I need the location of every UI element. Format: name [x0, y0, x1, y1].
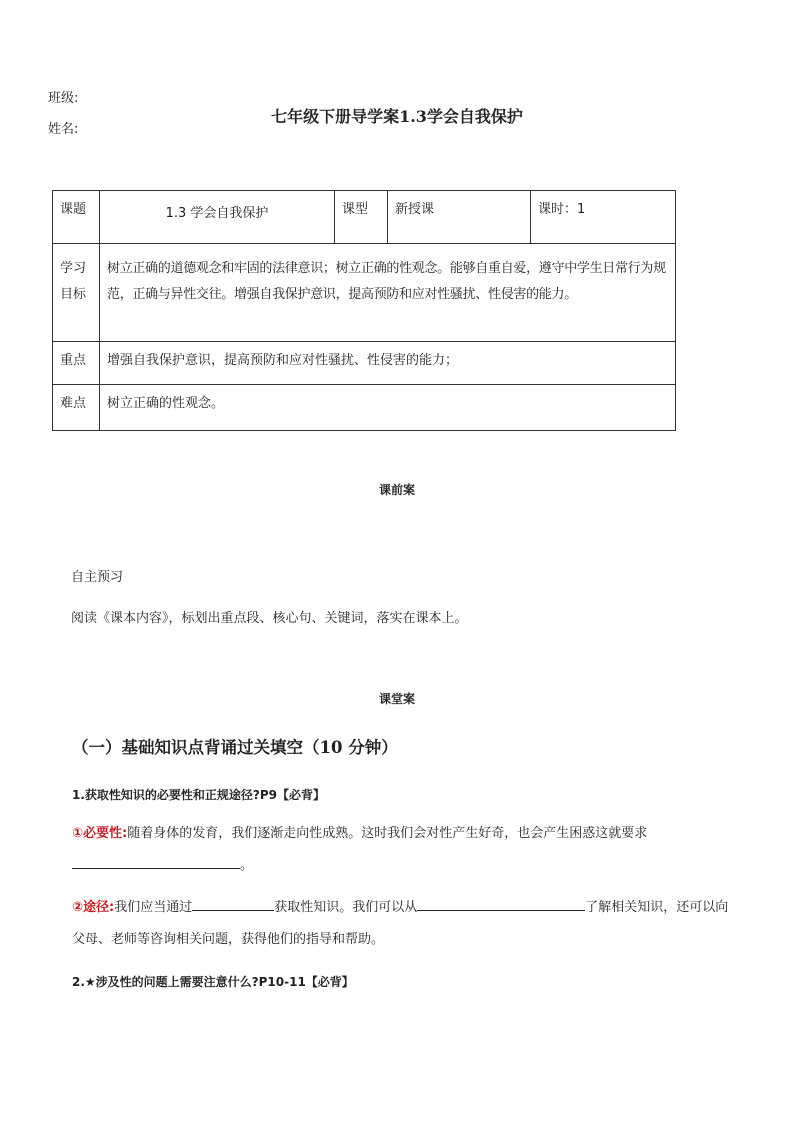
section-title: （一）基础知识点背诵过关填空（10 分钟）	[72, 738, 398, 757]
lesson-info-table	[52, 190, 676, 431]
necessity-label: ①必要性:	[72, 826, 128, 841]
necessity-text: 随着身体的发育，我们逐渐走向性成熟。这时我们会对性产生好奇，也会产生困惑这就要求	[127, 826, 648, 841]
key-points-label: 重点	[53, 342, 100, 385]
period-value: 课时：1	[531, 191, 676, 244]
type-label: 课型	[335, 191, 388, 244]
goals-text: 树立正确的道德观念和牢固的法律意识；树立正确的性观念。能够自重自爱，遵守中学生日常行为规范，正确与异性交往。增强自我保护意识，提高预防和应对性骚扰、性侵害的能力。	[100, 244, 676, 342]
fill-blank-1[interactable]	[72, 854, 240, 869]
approach-label: ②途径:	[72, 900, 115, 915]
class-label: 班级:	[48, 91, 79, 106]
necessity-end: 。	[240, 858, 254, 873]
approach-text-2: 获取性知识。我们可以从	[274, 900, 418, 915]
fill-blank-2[interactable]	[192, 896, 274, 911]
key-points-text: 增强自我保护意识，提高预防和应对性骚扰、性侵害的能力；	[100, 342, 676, 385]
preview-instruction: 阅读《课本内容》，标划出重点段、核心句、关键词，落实在课本上。	[71, 611, 468, 626]
self-preview-label: 自主预习	[71, 570, 124, 585]
goals-label: 学习目标	[53, 244, 100, 342]
approach-paragraph	[72, 892, 732, 956]
name-label: 姓名:	[48, 122, 79, 137]
necessity-paragraph	[72, 818, 732, 882]
approach-text-1: 我们应当通过	[114, 900, 193, 915]
type-value: 新授课	[388, 191, 531, 244]
fill-blank-3[interactable]	[417, 896, 585, 911]
page-title: 七年级下册导学案1.3学会自我保护	[271, 107, 523, 126]
pre-class-heading: 课前案	[378, 483, 415, 497]
difficulty-text: 树立正确的性观念。	[100, 385, 676, 431]
topic-value: 1.3 学会自我保护	[100, 191, 335, 244]
question-1-title: 1.获取性知识的必要性和正规途径?P9【必背】	[72, 788, 326, 802]
in-class-heading: 课堂案	[378, 692, 415, 706]
question-2-title: 2.★涉及性的问题上需要注意什么?P10-11【必背】	[72, 975, 354, 989]
difficulty-label: 难点	[53, 385, 100, 431]
topic-label: 课题	[53, 191, 100, 244]
approach-text-3: 了解相关知识，还可以向父母、老师等咨询相关问题，获得他们的指导和帮助。	[72, 900, 729, 947]
